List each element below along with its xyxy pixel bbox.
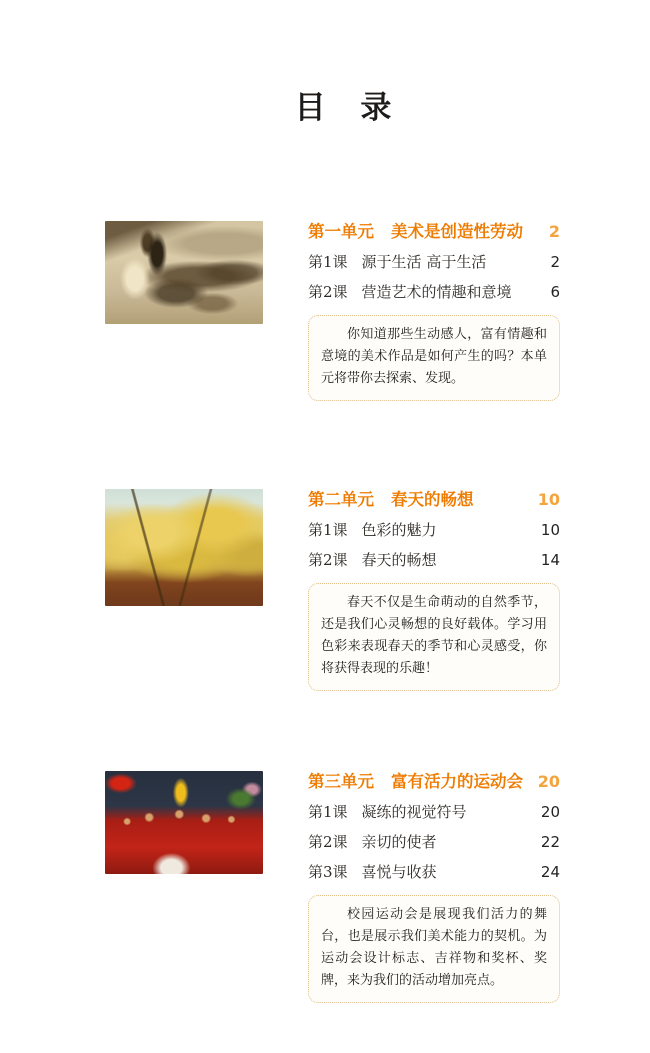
lesson-title: 亲切的使者 <box>361 833 437 851</box>
unit1-artwork-thumbnail <box>105 221 263 324</box>
unit1-lesson-row-2 <box>308 282 560 303</box>
lesson-label: 第1课 <box>308 253 348 271</box>
unit2-lesson-row-1 <box>308 520 560 541</box>
unit-section-1 <box>0 221 650 401</box>
lesson-page-number: 22 <box>540 833 560 851</box>
lesson-label: 第1课 <box>308 803 348 821</box>
unit2-artwork-thumbnail <box>105 489 263 606</box>
unit2-title: 春天的畅想 <box>391 490 474 509</box>
lesson-title: 源于生活 高于生活 <box>361 253 487 271</box>
lesson-page-number: 6 <box>550 283 560 301</box>
unit2-description-text: 春天不仅是生命萌动的自然季节，还是我们心灵畅想的良好载体。学习用色彩来表现春天的季节和心灵感受，你将获得表现的乐趣！ <box>321 595 547 676</box>
lesson-title: 喜悦与收获 <box>361 863 437 881</box>
unit3-lesson-row-2 <box>308 832 560 853</box>
unit2-heading <box>308 489 560 511</box>
lesson-title: 凝练的视觉符号 <box>361 803 467 821</box>
unit3-artwork-thumbnail <box>105 771 263 874</box>
unit1-title: 美术是创造性劳动 <box>391 222 523 241</box>
lesson-title: 色彩的魅力 <box>361 521 437 539</box>
lesson-page-number: 14 <box>540 551 560 569</box>
unit2-toc-column <box>308 489 560 691</box>
unit1-page-number: 2 <box>548 222 560 241</box>
unit3-heading <box>308 771 560 793</box>
unit3-description-box <box>308 895 560 1003</box>
unit1-label: 第一单元 <box>308 222 374 241</box>
unit1-description-text: 你知道那些生动感人，富有情趣和意境的美术作品是如何产生的吗？本单元将带你去探索、发现。 <box>321 327 547 386</box>
unit1-heading <box>308 221 560 243</box>
unit3-lesson-row-1 <box>308 802 560 823</box>
unit-section-3 <box>0 771 650 1003</box>
unit3-page-number: 20 <box>537 772 560 791</box>
unit3-toc-column <box>308 771 560 1003</box>
lesson-page-number: 10 <box>540 521 560 539</box>
lesson-title: 春天的畅想 <box>361 551 437 569</box>
unit2-lesson-row-2 <box>308 550 560 571</box>
unit1-description-box <box>308 315 560 401</box>
unit2-page-number: 10 <box>537 490 560 509</box>
lesson-label: 第1课 <box>308 521 348 539</box>
lesson-page-number: 2 <box>550 253 560 271</box>
lesson-label: 第2课 <box>308 833 348 851</box>
unit2-label: 第二单元 <box>308 490 374 509</box>
unit2-description-box <box>308 583 560 691</box>
unit3-label: 第三单元 <box>308 772 374 791</box>
lesson-page-number: 20 <box>540 803 560 821</box>
lesson-label: 第3课 <box>308 863 348 881</box>
unit1-toc-column <box>308 221 560 401</box>
unit1-lesson-row-1 <box>308 252 560 273</box>
unit-section-2 <box>0 489 650 691</box>
unit3-title: 富有活力的运动会 <box>391 772 523 791</box>
lesson-title: 营造艺术的情趣和意境 <box>361 283 512 301</box>
lesson-label: 第2课 <box>308 283 348 301</box>
lesson-page-number: 24 <box>540 863 560 881</box>
lesson-label: 第2课 <box>308 551 348 569</box>
unit3-description-text: 校园运动会是展现我们活力的舞台，也是展示我们美术能力的契机。为运动会设计标志、吉祥物和奖杯、奖牌，来为我们的活动增加亮点。 <box>321 907 547 988</box>
unit3-lesson-row-3 <box>308 862 560 883</box>
page-title: 目 录 <box>294 90 394 126</box>
